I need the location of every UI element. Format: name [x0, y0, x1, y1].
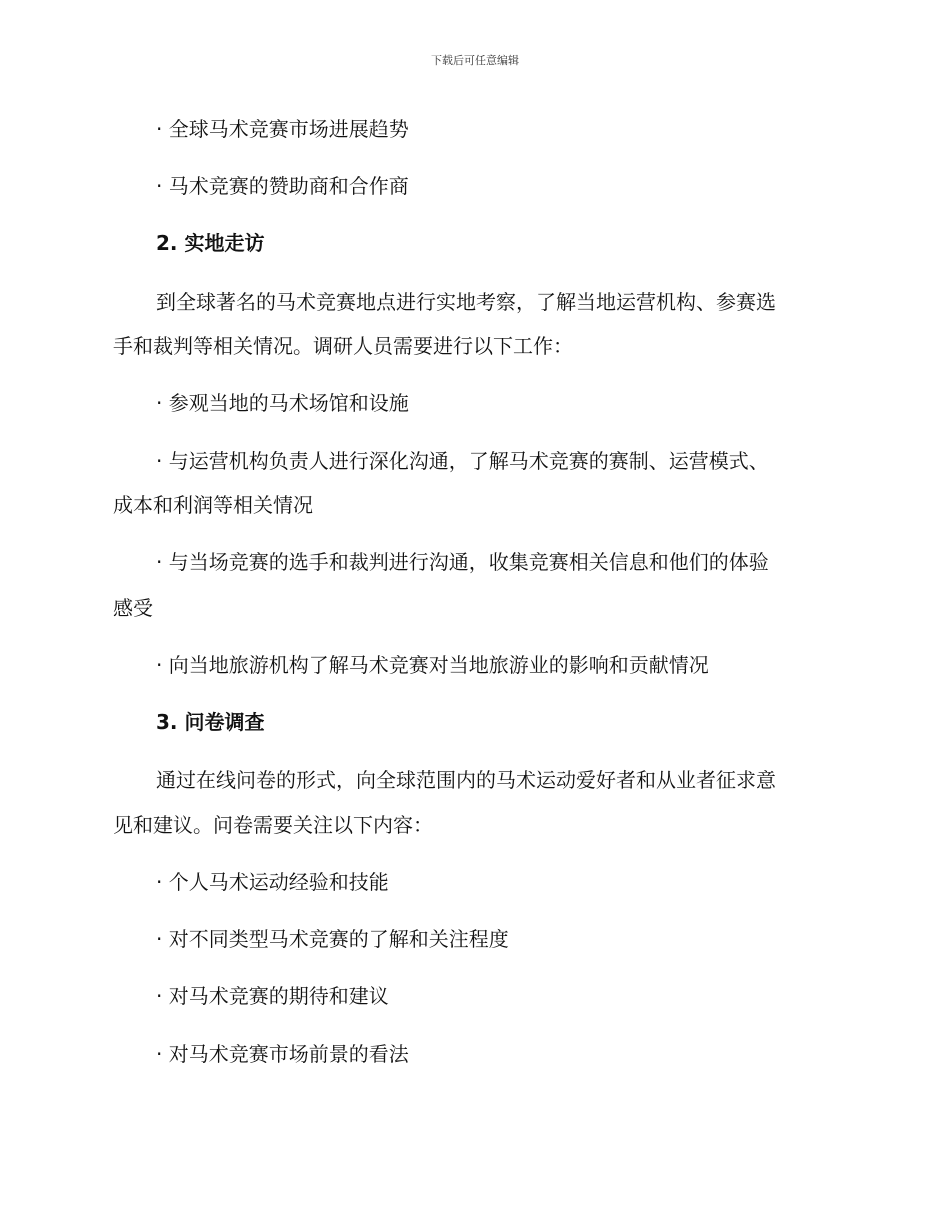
- paragraph-line: 到全球著名的马术竞赛地点进行实地考察，了解当地运营机构、参赛选: [156, 290, 776, 314]
- section-heading: 2. 实地走访: [156, 231, 265, 255]
- paragraph-line: 手和裁判等相关情况。调研人员需要进行以下工作：: [113, 334, 573, 358]
- bullet-item: · 对不同类型马术竞赛的了解和关注程度: [156, 927, 509, 951]
- bullet-item: · 对马术竞赛市场前景的看法: [156, 1042, 409, 1066]
- bullet-item: · 个人马术运动经验和技能: [156, 870, 389, 894]
- paragraph-line: 见和建议。问卷需要关注以下内容：: [113, 813, 433, 837]
- bullet-item: · 对马术竞赛的期待和建议: [156, 984, 389, 1008]
- bullet-item: · 向当地旅游机构了解马术竞赛对当地旅游业的影响和贡献情况: [156, 653, 709, 677]
- paragraph-line: 通过在线问卷的形式，向全球范围内的马术运动爱好者和从业者征求意: [156, 768, 776, 792]
- bullet-item: · 与当场竞赛的选手和裁判进行沟通，收集竞赛相关信息和他们的体验: [156, 550, 769, 574]
- bullet-item-continuation: 感受: [113, 596, 153, 620]
- bullet-item-continuation: 成本和利润等相关情况: [113, 493, 313, 517]
- bullet-item: · 参观当地的马术场馆和设施: [156, 391, 409, 415]
- bullet-item: · 与运营机构负责人进行深化沟通，了解马术竞赛的赛制、运营模式、: [156, 449, 769, 473]
- bullet-item: · 马术竞赛的赞助商和合作商: [156, 174, 409, 198]
- section-heading: 3. 问卷调查: [156, 710, 265, 734]
- page-header: 下载后可任意编辑: [431, 54, 519, 67]
- bullet-item: · 全球马术竞赛市场进展趋势: [156, 117, 409, 141]
